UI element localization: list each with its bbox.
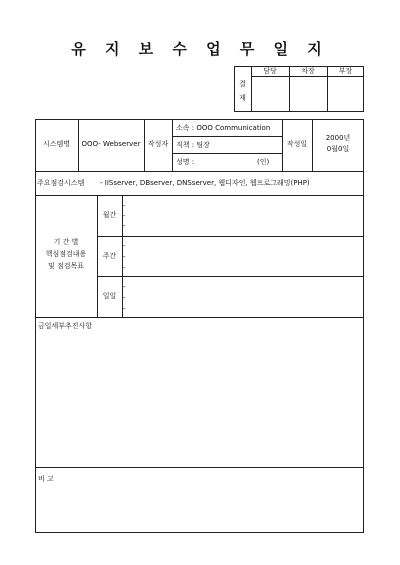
monthly-dash-1: -	[123, 202, 126, 210]
major-systems-label: 주요점검시스템	[37, 179, 85, 187]
affiliation-field: 소속 : OOO Communication	[176, 124, 271, 132]
position-field: 직책 : 팀장	[176, 141, 210, 149]
period-label-line-1: 기 간 별	[53, 238, 79, 246]
weekly-dash-2: -	[123, 253, 126, 261]
period-label-line-3: 및 점검목표	[47, 262, 85, 270]
daily-dash-1: -	[123, 283, 126, 291]
remarks-label: 비 고	[38, 475, 54, 483]
approval-label-2: 재	[239, 94, 246, 102]
daily-dash-2: -	[123, 294, 126, 302]
period-label-line-2: 핵심점검내용	[45, 250, 87, 258]
major-systems-value: - IISserver, DBserver, DNSserver, 웹디자인, 웹프로그래밍(PHP)	[100, 179, 310, 187]
approval-header-manager: 담당	[263, 67, 277, 75]
system-name-value: OOO- Webserver	[81, 140, 141, 148]
system-name-label: 시스템명	[42, 140, 71, 148]
date-value-day: 0월0일	[326, 145, 350, 153]
approval-label-1: 결	[239, 80, 246, 88]
daily-label: 일일	[102, 292, 117, 300]
weekly-label: 주간	[102, 252, 117, 260]
weekly-dash-3: -	[123, 264, 126, 272]
weekly-dash-1: -	[123, 242, 126, 250]
daily-dash-3: -	[123, 305, 126, 313]
page-title: 유 지 보 수 업 무 일 지	[71, 40, 329, 58]
monthly-dash-3: -	[123, 222, 126, 230]
name-field-label: 성명 :	[176, 158, 195, 166]
approval-header-deputy: 차장	[301, 67, 315, 75]
date-label: 작성일	[286, 140, 308, 148]
author-label: 작성자	[147, 140, 169, 148]
seal-mark: (인)	[257, 158, 270, 166]
monthly-label: 월간	[102, 211, 117, 219]
today-progress-label: 금일세부추진사항	[38, 322, 93, 330]
monthly-dash-2: -	[123, 212, 126, 220]
date-value-year: 2000년	[325, 134, 351, 142]
approval-header-director: 부장	[338, 67, 353, 75]
